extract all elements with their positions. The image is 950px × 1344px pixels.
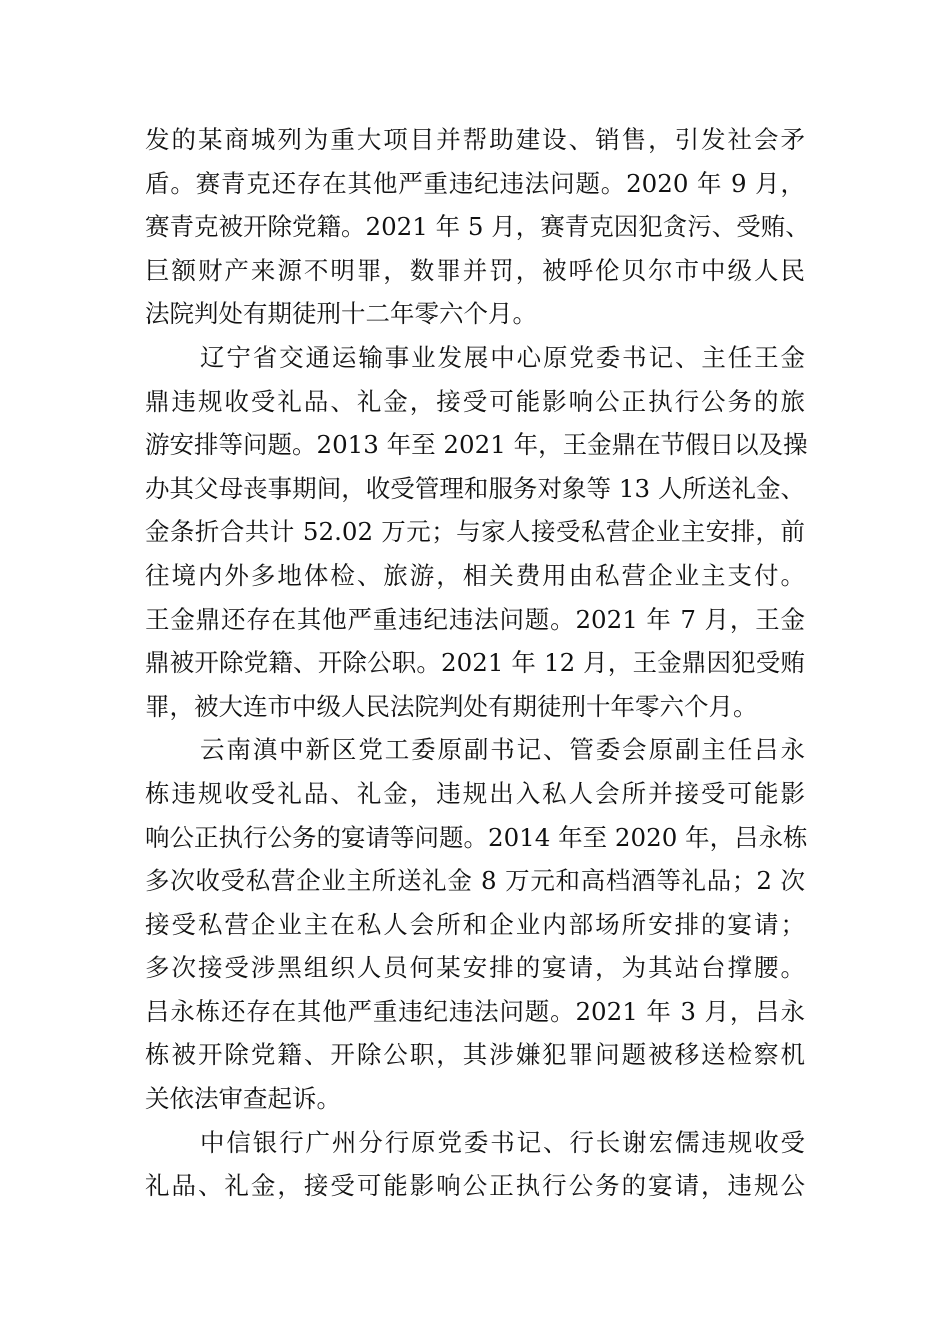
text-line: 盾。赛青克还存在其他严重违纪违法问题。2020 年 9 月， xyxy=(145,168,805,198)
text-line: 多次接受涉黑组织人员何某安排的宴请，为其站台撑腰。 xyxy=(145,953,805,983)
text-line: 响公正执行公务的宴请等问题。2014 年至 2020 年，吕永栋 xyxy=(145,822,808,852)
text-line: 云南滇中新区党工委原副书记、管委会原副主任吕永 xyxy=(200,735,805,765)
text-line: 辽宁省交通运输事业发展中心原党委书记、主任王金 xyxy=(200,342,805,372)
document-page xyxy=(145,118,810,1208)
text-line: 多次收受私营企业主所送礼金 8 万元和高档酒等礼品；2 次 xyxy=(145,866,805,896)
text-line: 金条折合共计 52.02 万元；与家人接受私营企业主安排，前 xyxy=(145,517,805,547)
text-line: 中信银行广州分行原党委书记、行长谢宏儒违规收受 xyxy=(200,1127,805,1157)
text-line: 游安排等问题。2013 年至 2021 年，王金鼎在节假日以及操 xyxy=(145,430,808,460)
text-line: 栋被开除党籍、开除公职，其涉嫌犯罪问题被移送检察机 xyxy=(145,1040,805,1070)
text-line: 王金鼎还存在其他严重违纪违法问题。2021 年 7 月，王金 xyxy=(145,604,805,634)
paragraph-lvyongdong xyxy=(145,728,808,1120)
text-line: 接受私营企业主在私人会所和企业内部场所安排的宴请； xyxy=(145,909,805,939)
text-line: 巨额财产来源不明罪，数罪并罚，被呼伦贝尔市中级人民 xyxy=(145,255,805,285)
text-line: 鼎违规收受礼品、礼金，接受可能影响公正执行公务的旅 xyxy=(145,386,805,416)
text-line: 法院判处有期徒刑十二年零六个月。 xyxy=(145,299,537,329)
text-line: 栋违规收受礼品、礼金，违规出入私人会所并接受可能影 xyxy=(145,778,805,808)
paragraph-xiehongru xyxy=(145,1121,805,1208)
text-line: 关依法审查起诉。 xyxy=(145,1084,341,1114)
text-line: 鼎被开除党籍、开除公职。2021 年 12 月，王金鼎因犯受贿 xyxy=(145,648,805,678)
text-line: 赛青克被开除党籍。2021 年 5 月，赛青克因犯贪污、受贿、 xyxy=(145,212,810,242)
paragraph-wangjinding xyxy=(145,336,808,728)
text-line: 罪，被大连市中级人民法院判处有期徒刑十年零六个月。 xyxy=(145,691,758,721)
text-line: 礼品、礼金，接受可能影响公正执行公务的宴请，违规公 xyxy=(145,1171,805,1201)
text-line: 往境内外多地体检、旅游，相关费用由私营企业主支付。 xyxy=(145,560,805,590)
paragraph-saiqingke xyxy=(145,118,810,336)
text-line: 吕永栋还存在其他严重违纪违法问题。2021 年 3 月，吕永 xyxy=(145,996,805,1026)
text-line: 发的某商城列为重大项目并帮助建设、销售，引发社会矛 xyxy=(145,125,805,154)
text-line: 办其父母丧事期间，收受管理和服务对象等 13 人所送礼金、 xyxy=(145,473,805,503)
